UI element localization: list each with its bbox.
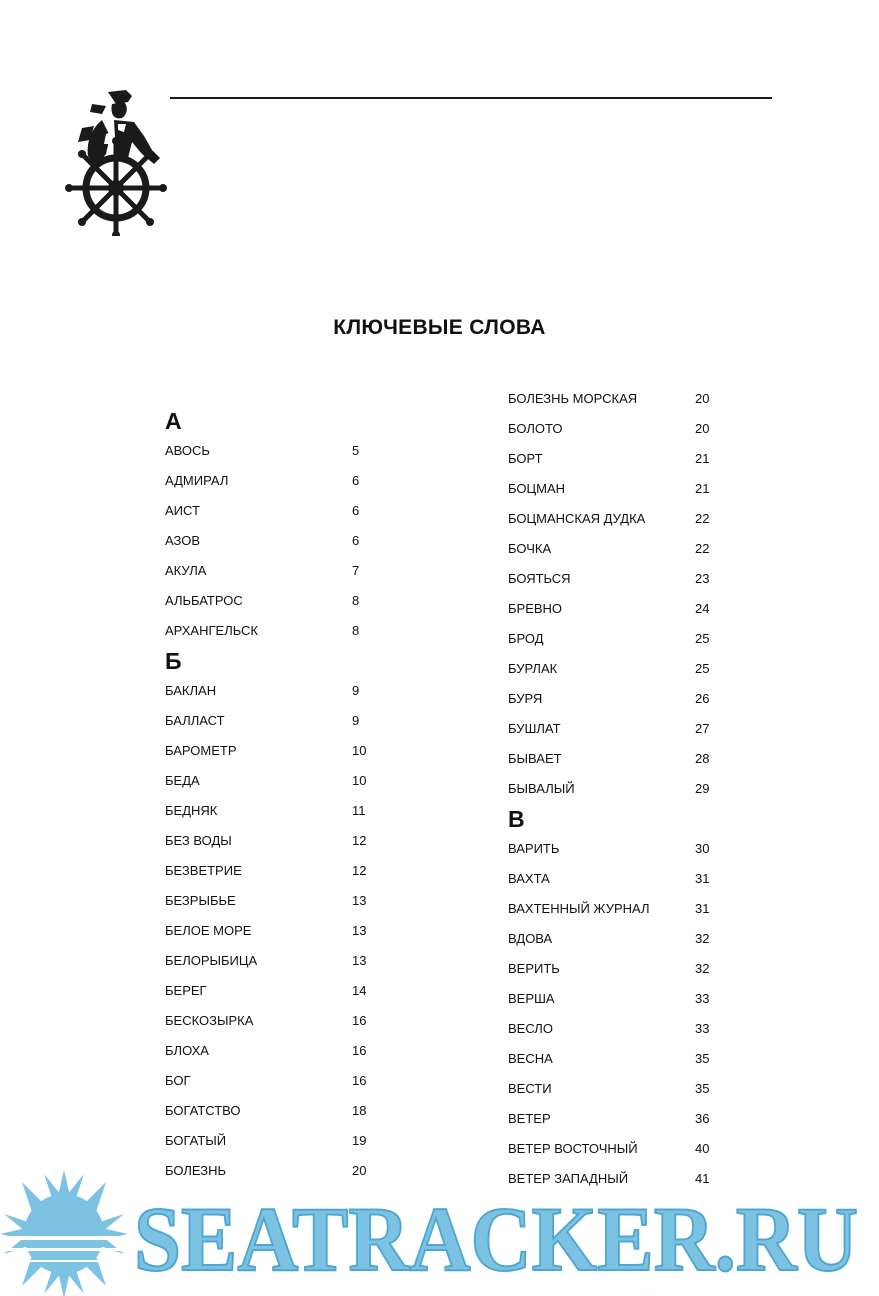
entry-page: 41	[695, 1171, 710, 1186]
entry-page: 16	[352, 1013, 367, 1028]
entry-term: БЕЗРЫБЬЕ	[165, 893, 236, 908]
index-entry	[165, 1066, 395, 1096]
watermark-text: SEATRACKER.RU	[134, 1188, 858, 1290]
index-entry	[508, 1074, 738, 1104]
letter-heading-a: А	[165, 408, 182, 434]
entry-page: 27	[695, 721, 710, 736]
entry-term: ВЕРША	[508, 991, 555, 1006]
entry-term: ВЕСТИ	[508, 1081, 552, 1096]
entry-term: АВОСЬ	[165, 443, 210, 458]
index-entry	[508, 624, 738, 654]
index-entry	[508, 984, 738, 1014]
entry-term: БЕЗВЕТРИЕ	[165, 863, 242, 878]
sailor-wheel-emblem	[62, 84, 170, 236]
entry-term: БОРТ	[508, 451, 543, 466]
entry-term: ВАРИТЬ	[508, 841, 560, 856]
sun-burst-icon	[0, 1170, 130, 1296]
entry-page: 16	[352, 1073, 367, 1088]
index-entry	[508, 1044, 738, 1074]
entry-page: 28	[695, 751, 710, 766]
index-entry	[165, 736, 395, 766]
entry-page: 22	[695, 511, 710, 526]
entry-page: 9	[352, 683, 360, 698]
index-entry	[165, 556, 395, 586]
entry-page: 11	[352, 803, 366, 818]
entry-term: БУРЯ	[508, 691, 543, 706]
entry-term: ВАХТЕННЫЙ ЖУРНАЛ	[508, 901, 650, 916]
entry-term: ВДОВА	[508, 931, 553, 946]
entry-page: 31	[695, 871, 710, 886]
entry-page: 18	[352, 1103, 367, 1118]
index-entry	[508, 1104, 738, 1134]
entry-term: ВЕТЕР ВОСТОЧНЫЙ	[508, 1141, 638, 1156]
index-entry	[165, 946, 395, 976]
entry-page: 23	[695, 571, 710, 586]
entry-term: ВЕТЕР	[508, 1111, 551, 1126]
entry-term: БОЦМАН	[508, 481, 566, 496]
entry-page: 31	[695, 901, 710, 916]
entry-page: 25	[695, 631, 710, 646]
entry-term: ВАХТА	[508, 871, 550, 886]
entry-page: 32	[695, 931, 710, 946]
index-entry	[508, 684, 738, 714]
entry-page: 7	[352, 563, 360, 578]
entry-page: 8	[352, 593, 360, 608]
entry-page: 20	[352, 1163, 367, 1178]
entry-term: ВЕРИТЬ	[508, 961, 560, 976]
entry-term: БЫВАЕТ	[508, 751, 562, 766]
entry-term: БЛОХА	[165, 1043, 209, 1058]
index-entry	[508, 534, 738, 564]
entry-page: 9	[352, 713, 360, 728]
entry-page: 24	[695, 601, 710, 616]
entry-term: ВЕТЕР ЗАПАДНЫЙ	[508, 1171, 629, 1186]
entry-page: 16	[352, 1043, 367, 1058]
entry-term: БУРЛАК	[508, 661, 558, 676]
index-entry	[165, 1126, 395, 1156]
entry-page: 32	[695, 961, 710, 976]
entry-page: 19	[352, 1133, 367, 1148]
entry-term: БЫВАЛЫЙ	[508, 781, 575, 796]
index-entry	[165, 1096, 395, 1126]
index-entry	[165, 676, 395, 706]
letter-heading-v: В	[508, 806, 525, 832]
entry-page: 35	[695, 1081, 710, 1096]
entry-page: 21	[695, 481, 710, 496]
entry-term: БЕЛОЕ МОРЕ	[165, 923, 252, 938]
entry-page: 13	[352, 893, 367, 908]
page-title: КЛЮЧЕВЫЕ СЛОВА	[333, 316, 546, 339]
entry-term: БАРОМЕТР	[165, 743, 237, 758]
index-entry	[508, 654, 738, 684]
letter-heading-b: Б	[165, 648, 182, 674]
index-column-left	[165, 384, 395, 1186]
entry-term: БЕСКОЗЫРКА	[165, 1013, 254, 1028]
entry-term: БЕЗ ВОДЫ	[165, 833, 232, 848]
index-entry	[165, 466, 395, 496]
watermark-logo	[0, 1166, 879, 1296]
entry-term: БЕЛОРЫБИЦА	[165, 953, 258, 968]
index-entry	[508, 444, 738, 474]
entry-term: АКУЛА	[165, 563, 207, 578]
entry-term: БОЛОТО	[508, 421, 563, 436]
entry-term: БОЧКА	[508, 541, 552, 556]
index-entry	[165, 826, 395, 856]
index-column-right	[508, 384, 738, 1194]
index-entry	[508, 414, 738, 444]
entry-page: 13	[352, 923, 367, 938]
entry-page: 35	[695, 1051, 710, 1066]
entry-term: АЛЬБАТРОС	[165, 593, 243, 608]
entry-page: 6	[352, 473, 360, 488]
entry-term: АЗОВ	[165, 533, 201, 548]
entry-page: 14	[352, 983, 367, 998]
index-entry	[508, 1014, 738, 1044]
entry-term: БЕДНЯК	[165, 803, 218, 818]
index-entry	[165, 1006, 395, 1036]
index-entry	[165, 496, 395, 526]
entry-page: 36	[695, 1111, 710, 1126]
entry-page: 20	[695, 391, 710, 406]
entry-page: 29	[695, 781, 710, 796]
index-entry	[165, 586, 395, 616]
index-entry	[165, 886, 395, 916]
entry-page: 10	[352, 743, 367, 758]
index-entry	[508, 744, 738, 774]
index-entry	[508, 864, 738, 894]
index-entry	[508, 504, 738, 534]
index-entry	[508, 1134, 738, 1164]
entry-page: 21	[695, 451, 710, 466]
entry-page: 20	[695, 421, 710, 436]
index-entry	[508, 834, 738, 864]
index-entry	[165, 616, 395, 646]
entry-term: БОЛЕЗНЬ МОРСКАЯ	[508, 391, 638, 406]
index-entry	[165, 1036, 395, 1066]
entry-page: 8	[352, 623, 360, 638]
index-entry	[165, 916, 395, 946]
entry-page: 6	[352, 503, 360, 518]
entry-term: БЕДА	[165, 773, 200, 788]
index-entry	[508, 774, 738, 804]
entry-term: БОЦМАНСКАЯ ДУДКА	[508, 511, 646, 526]
entry-page: 12	[352, 833, 367, 848]
entry-term: ВЕСЛО	[508, 1021, 553, 1036]
entry-term: БОГАТСТВО	[165, 1103, 241, 1118]
index-entry	[508, 714, 738, 744]
index-entry	[165, 976, 395, 1006]
entry-term: БОЛЕЗНЬ	[165, 1163, 227, 1178]
entry-term: АДМИРАЛ	[165, 473, 229, 488]
entry-term: ВЕСНА	[508, 1051, 553, 1066]
entry-page: 40	[695, 1141, 710, 1156]
index-entry	[508, 564, 738, 594]
entry-term: БАЛЛАСТ	[165, 713, 225, 728]
index-entry	[165, 706, 395, 736]
entry-page: 5	[352, 443, 360, 458]
entry-page: 33	[695, 991, 710, 1006]
entry-page: 30	[695, 841, 710, 856]
entry-page: 12	[352, 863, 367, 878]
entry-page: 13	[352, 953, 367, 968]
index-entry	[508, 474, 738, 504]
index-entry	[165, 526, 395, 556]
header-rule	[170, 97, 772, 99]
entry-term: БОГАТЫЙ	[165, 1133, 227, 1148]
index-entry	[165, 766, 395, 796]
index-entry	[508, 924, 738, 954]
index-entry	[508, 594, 738, 624]
index-entry	[165, 436, 395, 466]
index-entry	[508, 954, 738, 984]
index-entry	[165, 856, 395, 886]
entry-term: АРХАНГЕЛЬСК	[165, 623, 258, 638]
entry-term: АИСТ	[165, 503, 200, 518]
index-entry	[165, 796, 395, 826]
entry-page: 22	[695, 541, 710, 556]
entry-page: 6	[352, 533, 360, 548]
entry-page: 33	[695, 1021, 710, 1036]
entry-term: БУШЛАТ	[508, 721, 561, 736]
entry-page: 25	[695, 661, 710, 676]
index-entry	[508, 894, 738, 924]
entry-term: БРЕВНО	[508, 601, 563, 616]
index-entry	[508, 384, 738, 414]
entry-term: БЕРЕГ	[165, 983, 207, 998]
entry-term: БАКЛАН	[165, 683, 217, 698]
entry-term: БРОД	[508, 631, 544, 646]
entry-page: 10	[352, 773, 367, 788]
entry-page: 26	[695, 691, 710, 706]
entry-term: БОГ	[165, 1073, 191, 1088]
entry-term: БОЯТЬСЯ	[508, 571, 571, 586]
